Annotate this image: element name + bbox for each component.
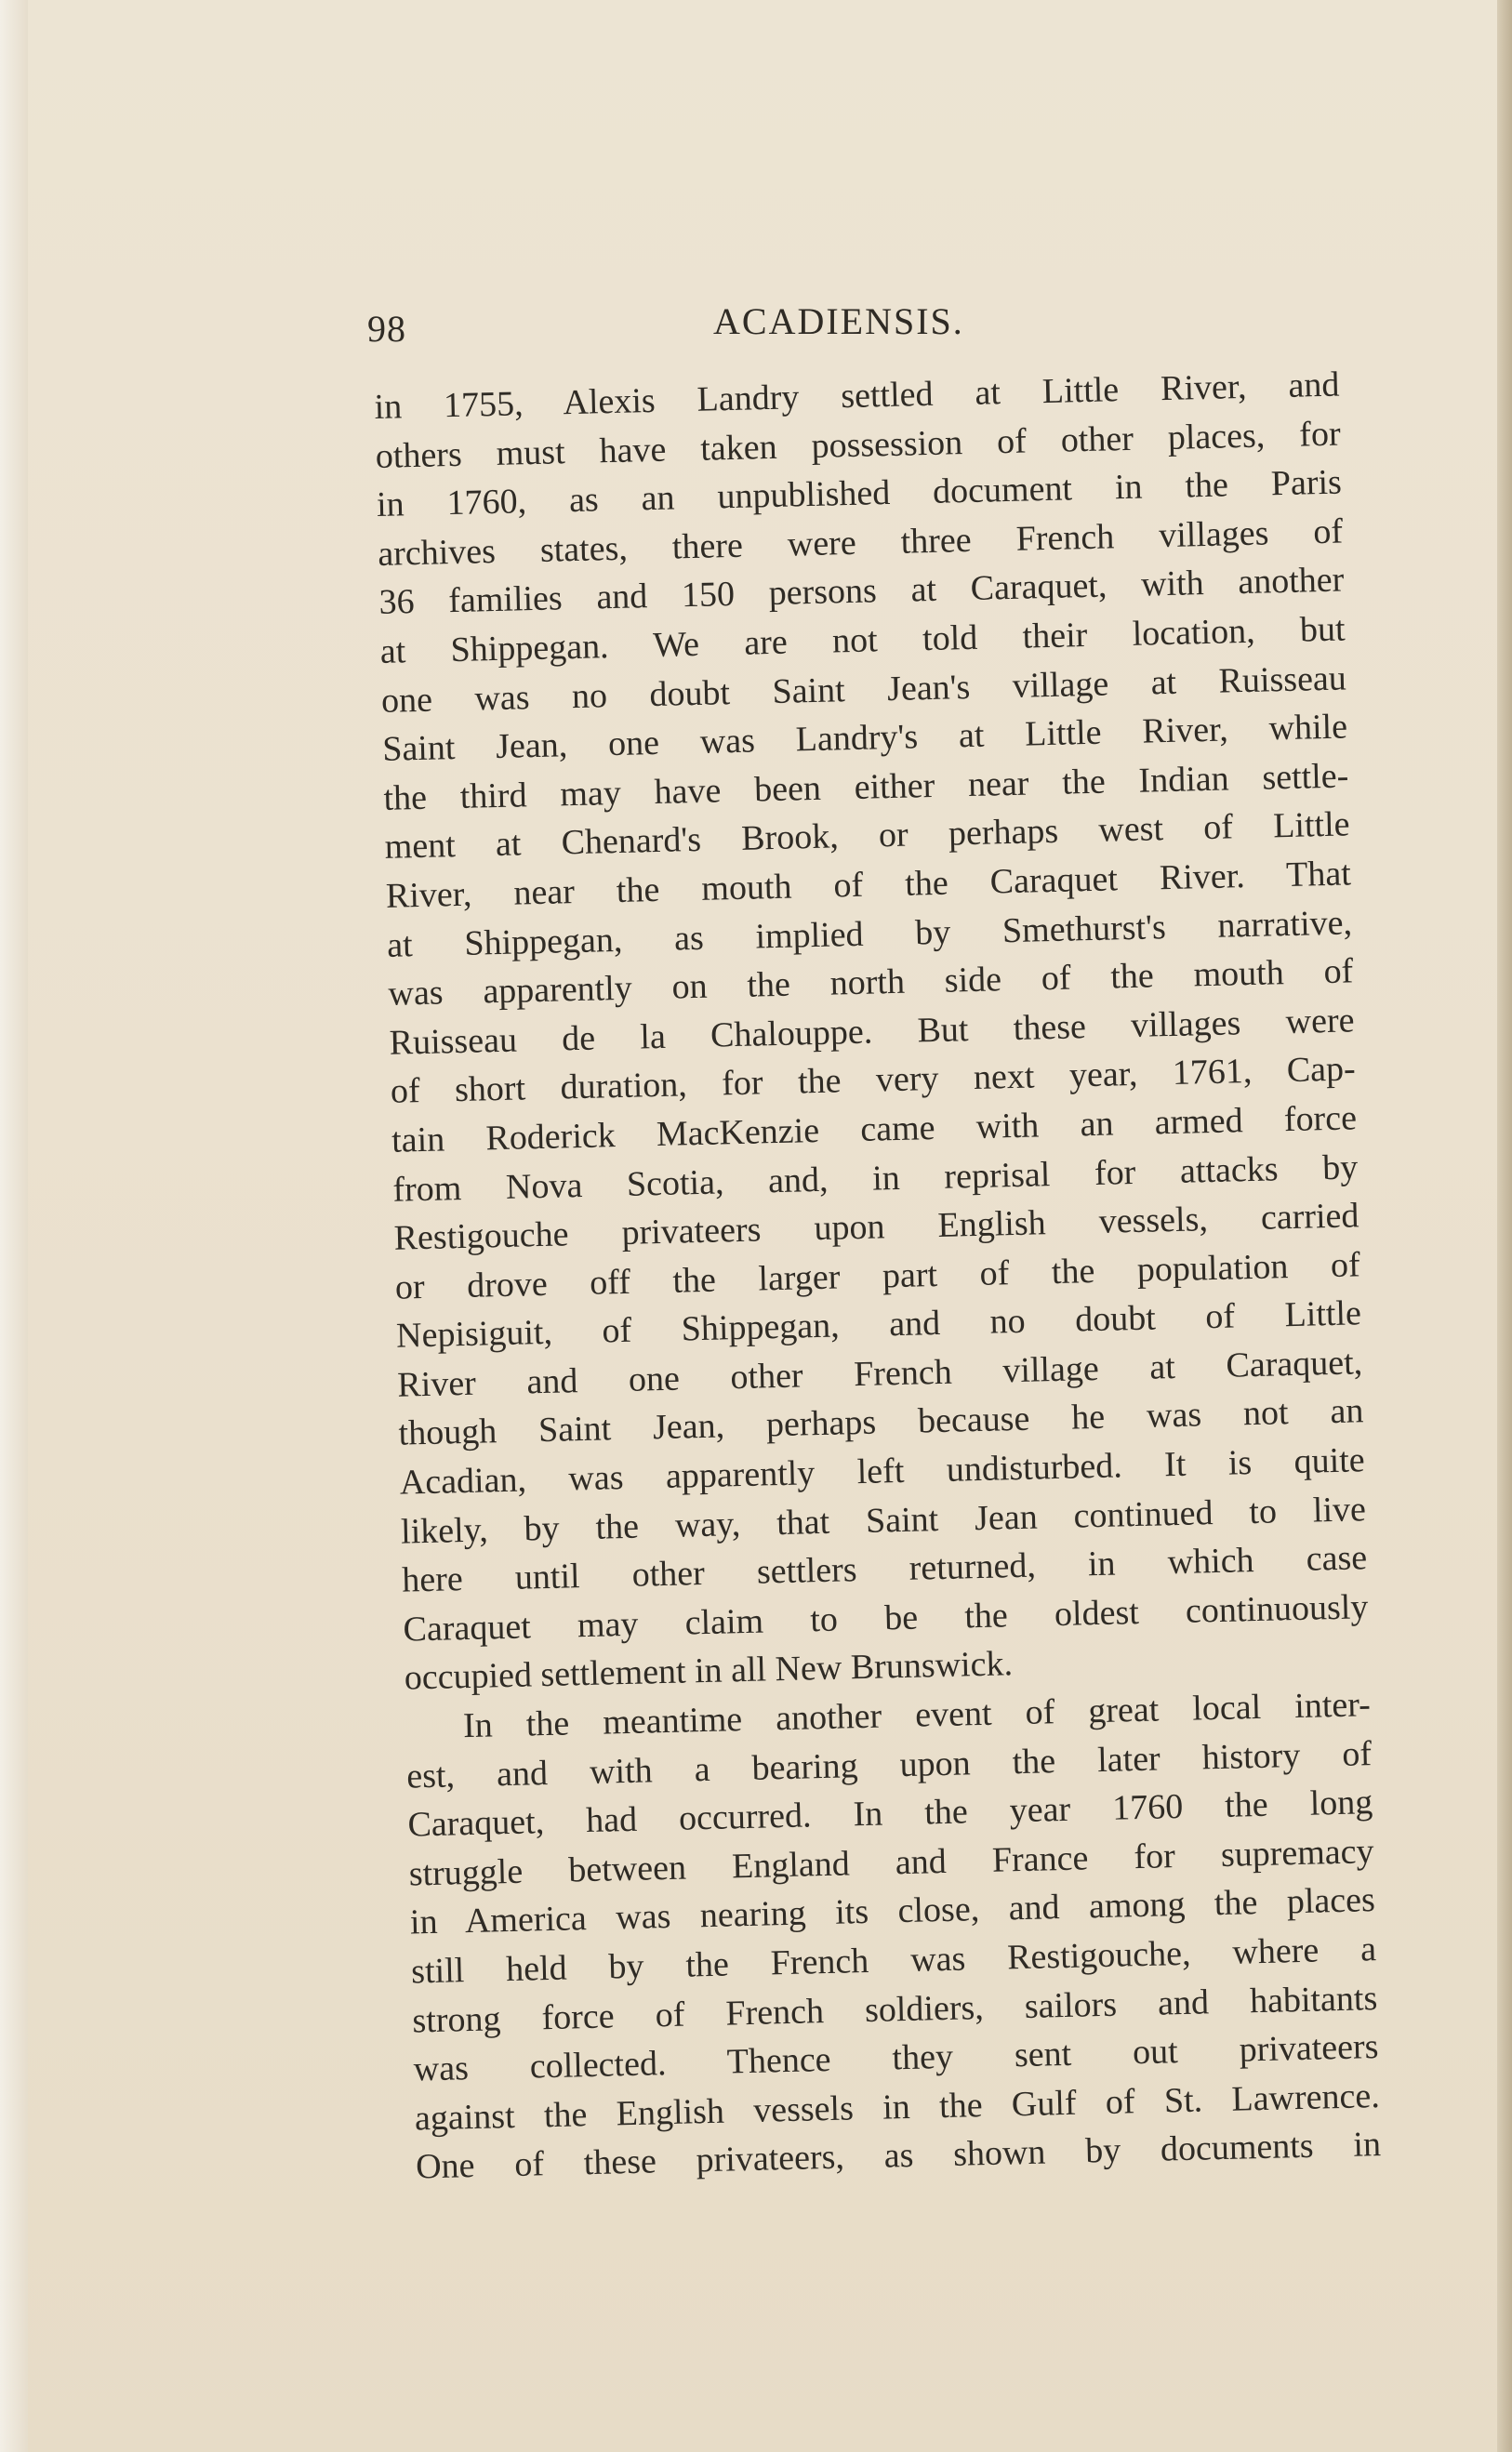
page-number: 98 [367, 308, 406, 350]
text-line: tain Roderick MacKenzie came with an armed force [391, 1098, 1358, 1160]
text-line: Nepisiguit, of Shippegan, and no doubt of Little [395, 1293, 1362, 1356]
text-line: Saint Jean, one was Landry's at Little River, while [381, 707, 1348, 770]
text-line: in 1755, Alexis Landry settled at Little River, and [374, 364, 1340, 427]
text-line: in America was nearing its close, and among the places [409, 1880, 1376, 1942]
text-line: est, and with a bearing upon the later history of [405, 1733, 1373, 1796]
text-line: the third may have been either near the Indian settle- [383, 756, 1349, 818]
text-line: River and one other French village at Caraquet, [396, 1343, 1363, 1405]
running-head: ACADIENSIS. [713, 300, 964, 342]
body-text [374, 361, 1382, 2193]
text-line: strong force of French soldiers, sailors and habitants [412, 1978, 1378, 2041]
page-header [367, 299, 1353, 355]
text-line: Caraquet may claim to be the oldest continuously [403, 1587, 1369, 1650]
text-line: of short duration, for the very next year, 1761, Cap- [390, 1049, 1357, 1112]
text-line: River, near the mouth of the Caraquet River. That [385, 854, 1352, 916]
text-line: in 1760, as an unpublished document in the Paris [376, 462, 1343, 525]
text-line: 36 families and 150 persons at Caraquet, with another [378, 560, 1345, 623]
text-line: Ruisseau de la Chalouppe. But these villages were [389, 1001, 1355, 1063]
text-line: archives states, there were three French villages of [377, 511, 1344, 574]
text-line: Acadian, was apparently left undisturbed. It is quite [399, 1440, 1366, 1503]
page-right-edge [1497, 0, 1512, 2452]
text-line: Caraquet, had occurred. In the year 1760 the long [407, 1783, 1373, 1845]
text-line: ment at Chenard's Brook, or perhaps west of Little [384, 804, 1350, 868]
text-line: Restigouche privateers upon English vessels, carried [393, 1196, 1359, 1258]
paragraph-2 [405, 1680, 1381, 2192]
text-line: One of these privateers, as shown by documents in [415, 2125, 1382, 2187]
text-line: one was no doubt Saint Jean's village at Ruisseau [380, 658, 1347, 721]
text-line: was collected. Thence they sent out privateers [413, 2027, 1379, 2089]
text-line: or drove off the larger part of the population of [394, 1244, 1361, 1307]
text-line: In the meantime another event of great local inter- [462, 1685, 1372, 1746]
text-line: from Nova Scotia, and, in reprisal for attacks by [391, 1146, 1359, 1210]
text-line: here until other settlers returned, in which case [401, 1538, 1368, 1600]
text-line: at Shippegan, as implied by Smethurst's narrative, [386, 902, 1353, 965]
text-line: against the English vessels in the Gulf of St. Lawrence. [414, 2075, 1381, 2139]
paragraph-1 [374, 361, 1370, 1703]
text-line: at Shippegan. We are not told their location, but [379, 609, 1346, 671]
text-line: likely, by the way, that Saint Jean continued to live [400, 1489, 1367, 1552]
text-line: still held by the French was Restigouche, where a [410, 1929, 1377, 1992]
text-line: struggle between England and France for supremacy [408, 1831, 1374, 1894]
text-line: occupied settlement in all New Brunswick. [404, 1644, 1014, 1699]
page-left-edge [0, 0, 28, 2452]
text-line: was apparently on the north side of the mouth of [387, 951, 1354, 1014]
text-line: though Saint Jean, perhaps because he was not an [398, 1391, 1364, 1454]
text-line: others must have taken possession of other places, for [375, 414, 1342, 476]
